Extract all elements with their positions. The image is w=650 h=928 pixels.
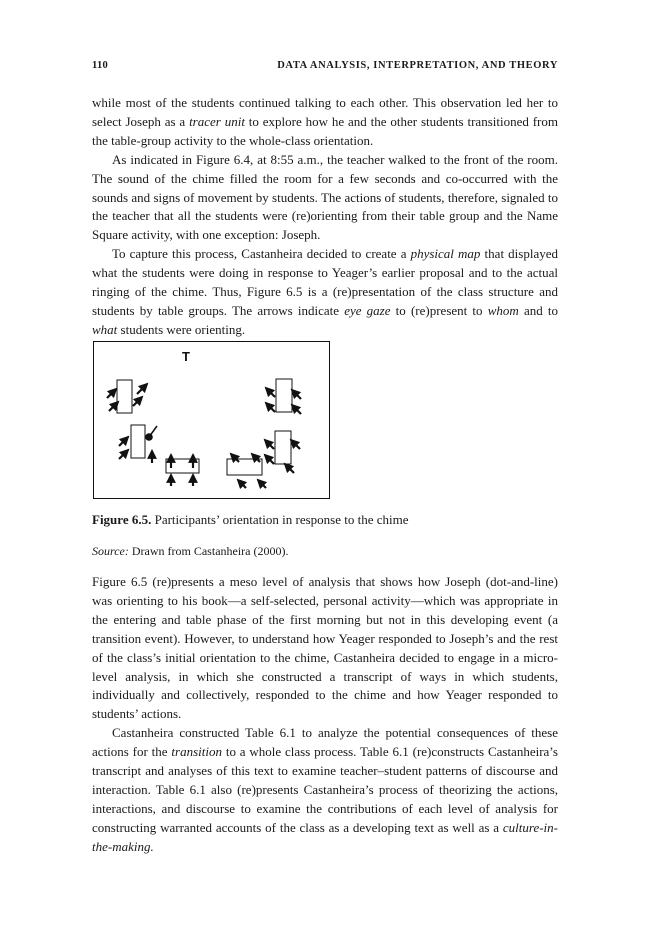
text-run: As indicated in Figure 6.4, at 8:55 a.m., the teacher walked to the front of the room. The sound of the chime filled the room for a few seconds and co-occurred with the sounds and signs of movement by students. The actions of students, therefore, signaled to the teacher that all the students were (re)orienting from their table group and the Name Square activity, with one exception: Joseph. xyxy=(92,151,558,243)
text-run: to explore how he and the other students transitioned from the table-group activity to the whole-class orientation. xyxy=(92,113,558,148)
paragraph xyxy=(92,151,558,246)
body-text-bottom xyxy=(92,573,558,857)
classroom-map-diagram xyxy=(94,342,328,497)
text-run: to (re)present to xyxy=(390,302,488,318)
caption-label: Figure 6.5. xyxy=(92,512,152,527)
joseph-dot-and-line xyxy=(145,426,157,441)
italic-run: physical map xyxy=(410,246,481,262)
text-run: while most of the students continued talking to each other. This observation led her to select Joseph as a xyxy=(92,95,558,129)
italic-run: whom xyxy=(487,302,519,318)
italic-run: culture-in-the-making. xyxy=(92,819,558,854)
figure-source xyxy=(92,544,558,559)
page-header xyxy=(92,60,558,78)
page-number: 110 xyxy=(92,60,109,71)
text-run: students were orienting. xyxy=(117,321,246,337)
text-run: and to xyxy=(518,302,559,318)
paragraph xyxy=(92,245,558,340)
text-run: that displayed what the students were doing in response to Yeager’s earlier proposal and to the actual ringing of the chime. Thus, Figure 6.5 is a (re)presentation of the class structure and students by table groups. The arrows indicate xyxy=(92,246,558,318)
paragraph xyxy=(92,724,558,856)
text-run: Figure 6.5 (re)presents a meso level of analysis that shows how Joseph (dot-and-line) was orienting to his book—a self-selected, personal activity—which was appropriate in the entering and table phase of the first morning but not in this developing event (a transition event). However, to understand how Yeager responded to Joseph’s and the rest of the class’s initial orientation to the chime, Castanheira decided to engage in a micro-level analysis, in which she constructed a transcript of ways in which students, individually and collectively, responded to the chime and how Yeager responded to students’ actions. xyxy=(92,574,558,722)
italic-run: tracer unit xyxy=(189,113,245,129)
table-left-top xyxy=(117,380,132,413)
text-run: To capture this process, Castanheira decided to create a xyxy=(112,246,411,262)
text-run: to a whole class process. Table 6.1 (re)constructs Castanheira’s transcript and analyses of this text to examine teacher–student patterns of discourse and interaction. Table 6.1 also (re)presents Castanheira’s process of theorizing the actions, interactions, and discourse to examine the contributions of each level of analysis for constructing warranted accounts of the class as a developing text as well as a xyxy=(92,744,558,835)
body-text-top xyxy=(92,94,558,340)
source-text: Drawn from Castanheira (2000). xyxy=(128,544,289,558)
source-label: Source: xyxy=(92,544,129,558)
caption-text: Participants’ orientation in response to the chime xyxy=(151,512,409,527)
running-head: DATA ANALYSIS, INTERPRETATION, AND THEORY xyxy=(277,60,558,71)
text-run: Castanheira constructed Table 6.1 to analyze the potential consequences of these actions for the xyxy=(92,725,558,760)
italic-run: transition xyxy=(171,744,222,760)
italic-run: eye gaze xyxy=(344,302,391,318)
table-bottom-right xyxy=(227,459,262,475)
table-left-middle xyxy=(131,425,145,458)
italic-run: what xyxy=(92,321,118,337)
teacher-label: T xyxy=(182,349,190,364)
paragraph xyxy=(92,573,558,724)
table-right-top xyxy=(276,379,292,412)
table-right-middle xyxy=(275,431,291,464)
figure-caption xyxy=(92,512,558,528)
figure-physical-map xyxy=(93,341,330,499)
paragraph xyxy=(92,94,558,151)
